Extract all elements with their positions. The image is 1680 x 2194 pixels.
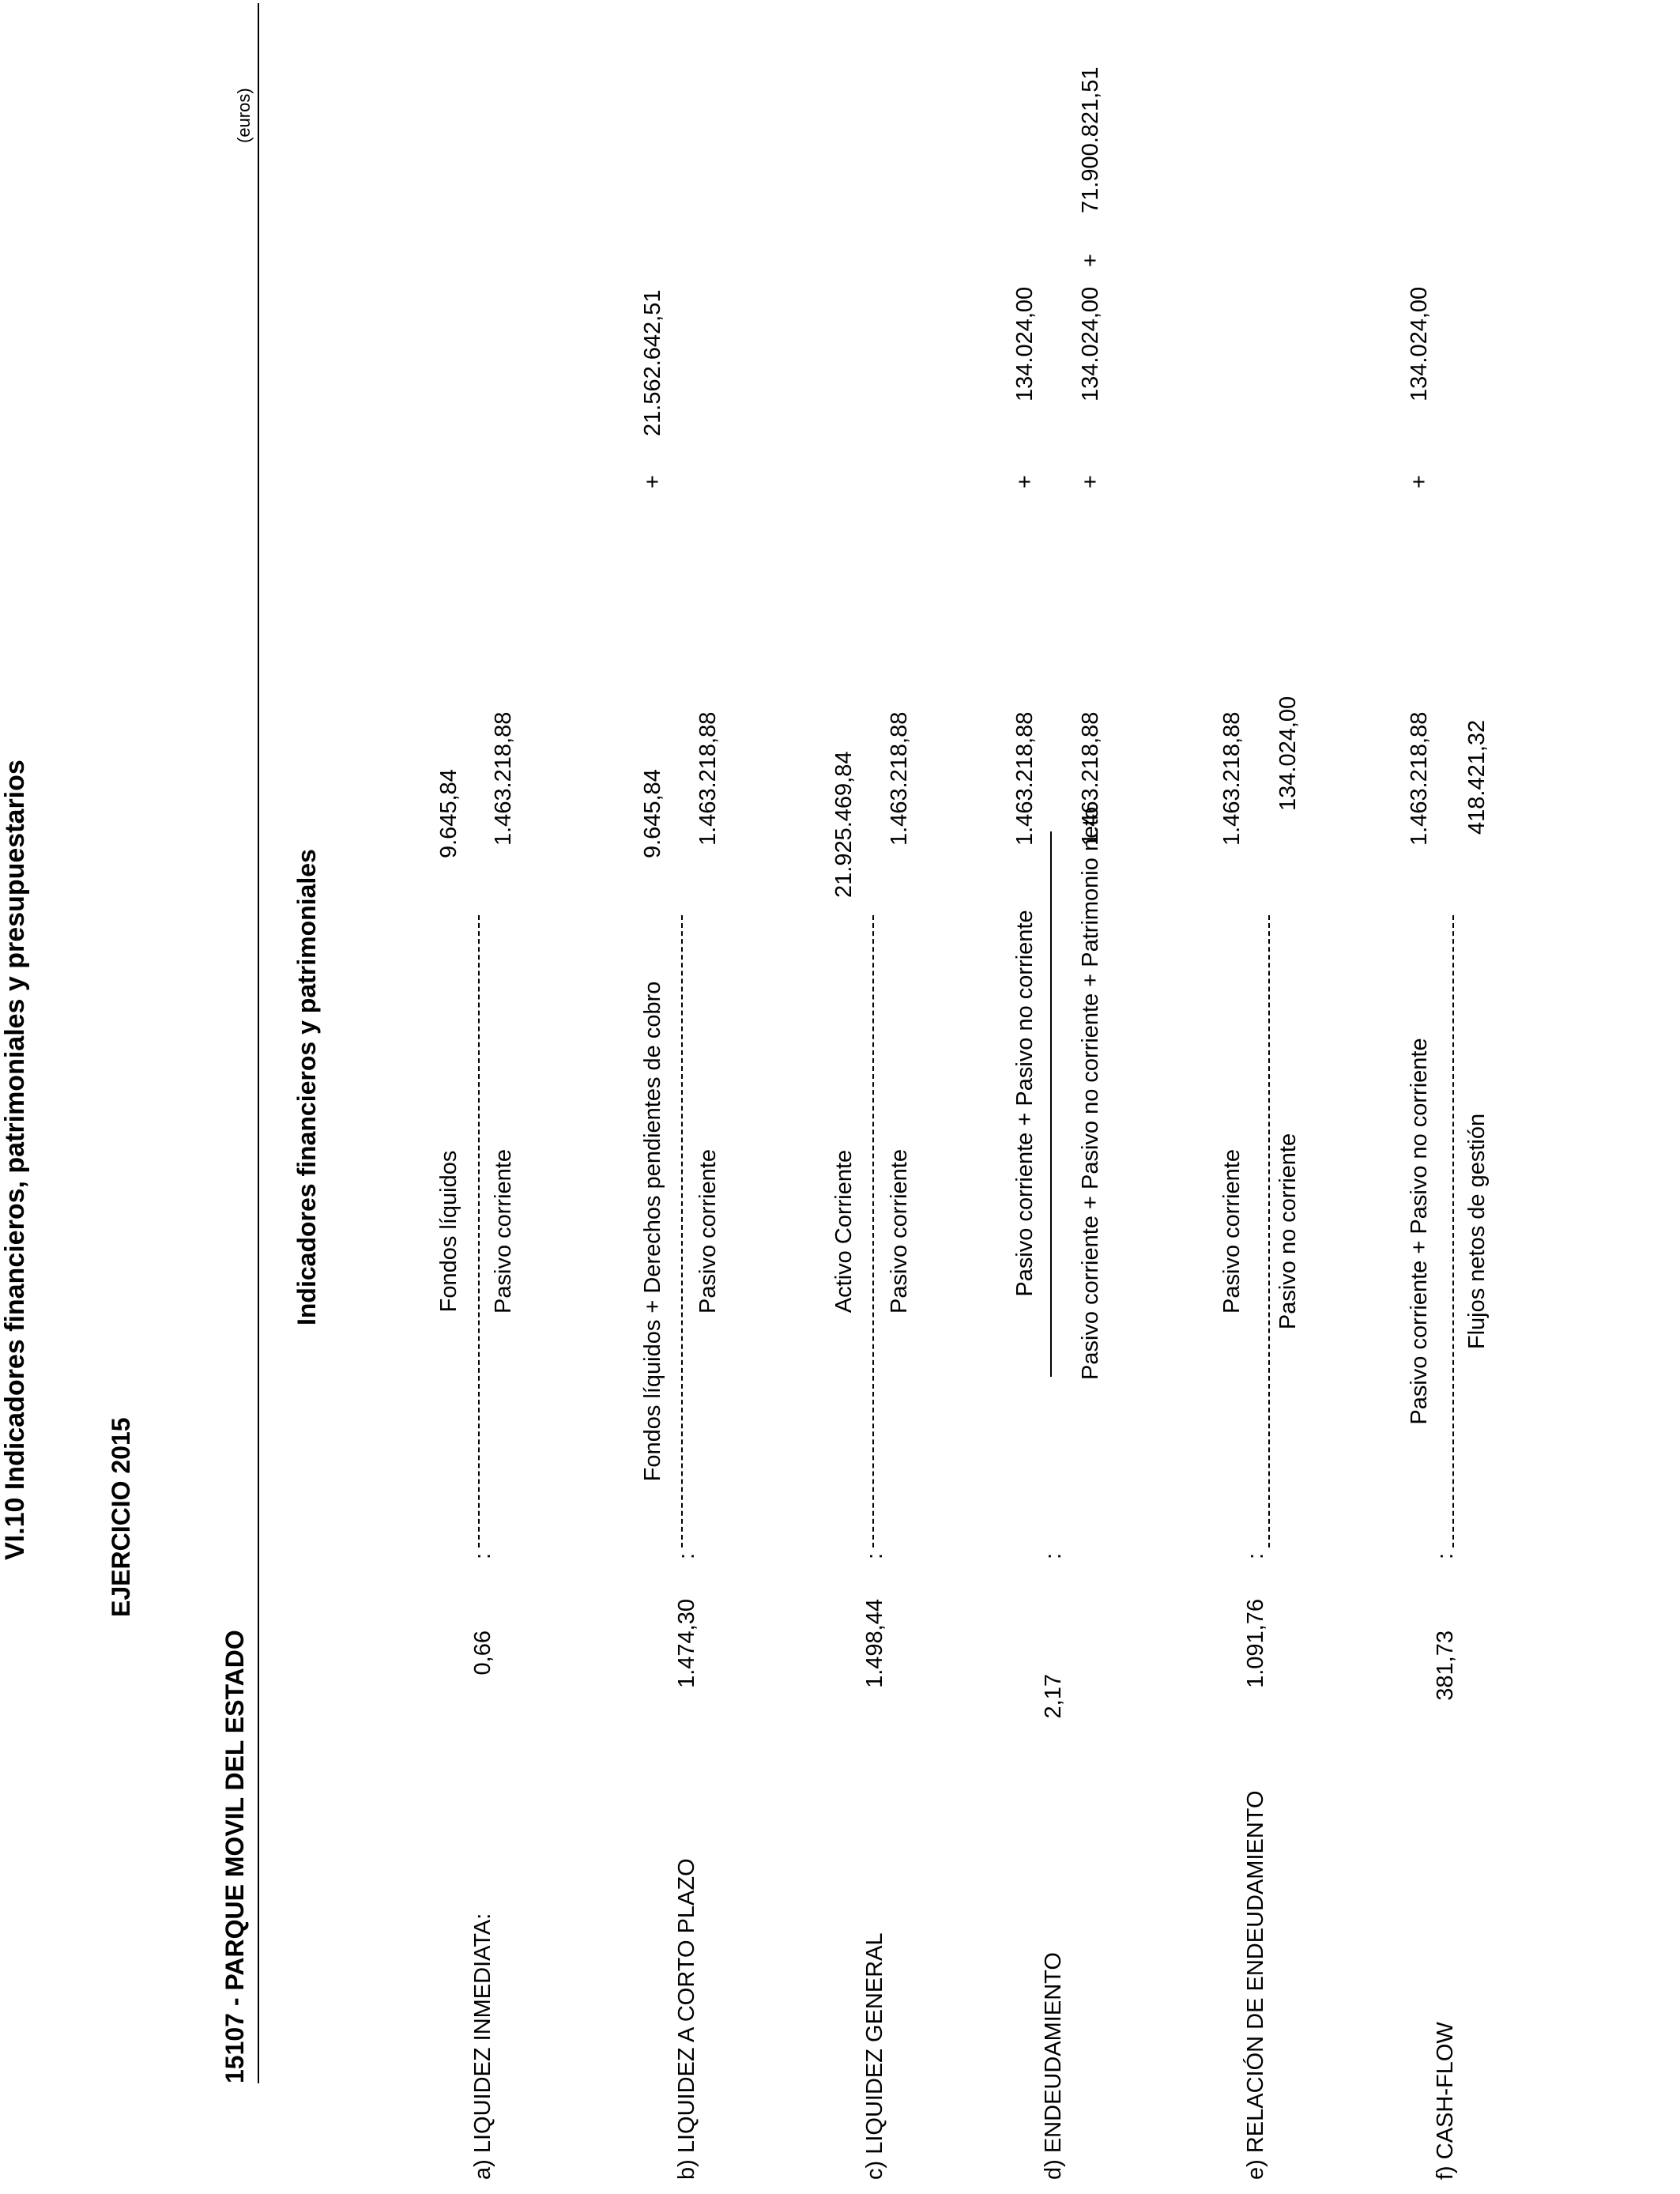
denominator-value: 1.463.218,88 [887,711,912,846]
plus-sign: + [1407,475,1432,488]
numerator-label: Pasivo corriente + Pasivo no corriente [1012,910,1038,1297]
indicator-label: a) LIQUIDEZ INMEDIATA: [470,1913,495,2180]
indicator-separator: : [674,1552,699,1559]
numerator-value: 9.645,84 [436,769,461,858]
indicator-label: b) LIQUIDEZ A CORTO PLAZO [674,1858,699,2180]
denominator-value: 1.463.218,88 [695,711,721,846]
indicator-value: 2,17 [1041,1674,1066,1719]
denominator-label: Pasivo corriente [695,1149,721,1314]
plus-sign: + [1078,254,1103,267]
plus-sign: + [1012,475,1038,488]
indicator-label: c) LIQUIDEZ GENERAL [862,1932,887,2180]
denominator-value: 134.024,00 [1275,696,1301,811]
numerator-value-2: 134.024,00 [1012,286,1038,401]
section-title: VI.10 Indicadores financieros, patrimoniales y presupuestarios [0,760,30,1560]
indicator-separator: : [1243,1552,1268,1559]
indicator-separator: : [1041,1552,1066,1559]
numerator-value: 1.463.218,88 [1219,711,1245,846]
numerator-label: Pasivo corriente + Pasivo no corriente [1407,1038,1432,1425]
indicator-value: 1.498,44 [862,1599,887,1688]
denominator-value-2: 134.024,00 [1078,286,1103,401]
indicator-label: e) RELACIÓN DE ENDEUDAMIENTO [1243,1790,1268,2180]
plus-sign: + [640,475,665,488]
denominator-value: 1.463.218,88 [1078,711,1103,846]
numerator-label: Fondos líquidos [436,1150,461,1313]
indicator-separator: : [862,1552,887,1559]
fraction-line [1050,831,1052,1377]
denominator-label: Pasivo corriente [491,1149,516,1314]
denominator-label: Pasivo corriente + Pasivo no corriente + Patrimonio neto [1078,806,1103,1380]
fraction-line [1268,915,1270,1547]
indicator-separator: : [470,1552,495,1559]
numerator-value: 21.925.469,84 [831,751,857,898]
denominator-label: Flujos netos de gestión [1464,1113,1490,1350]
denominator-label: Pasivo no corriente [1275,1133,1301,1330]
numerator-value-2: 21.562.642,51 [640,289,665,436]
header-rule [258,3,259,2083]
fraction-line [681,915,683,1547]
numerator-label: Fondos líquidos + Derechos pendientes de cobro [640,981,665,1482]
plus-sign: + [1078,475,1103,488]
denominator-value-3: 71.900.821,51 [1078,66,1103,213]
denominator-label: Pasivo corriente [887,1149,912,1314]
currency-label: (euros) [234,88,254,143]
indicator-separator: : [1433,1552,1458,1559]
numerator-label: Pasivo corriente [1219,1149,1245,1314]
numerator-label: Activo Corriente [831,1149,857,1314]
indicator-value: 0,66 [470,1630,495,1676]
indicator-value: 381,73 [1433,1630,1458,1701]
indicator-label: f) CASH-FLOW [1433,2022,1458,2180]
exercise-title: EJERCICIO 2015 [107,1417,135,1617]
numerator-value: 1.463.218,88 [1407,711,1432,846]
denominator-value: 418.421,32 [1464,719,1490,835]
indicator-value: 1.474,30 [674,1599,699,1688]
fraction-line [872,915,874,1547]
section-subtitle: Indicadores financieros y patrimoniales [292,849,321,1325]
denominator-value: 1.463.218,88 [491,711,516,846]
entity-title: 15107 - PARQUE MOVIL DEL ESTADO [220,1630,249,2083]
fraction-line [478,915,480,1547]
numerator-value-2: 134.024,00 [1407,286,1432,401]
numerator-value: 1.463.218,88 [1012,711,1038,846]
indicator-label: d) ENDEUDAMIENTO [1041,1952,1066,2180]
numerator-value: 9.645,84 [640,769,665,858]
indicator-value: 1.091,76 [1243,1599,1268,1688]
fraction-line [1452,915,1454,1547]
